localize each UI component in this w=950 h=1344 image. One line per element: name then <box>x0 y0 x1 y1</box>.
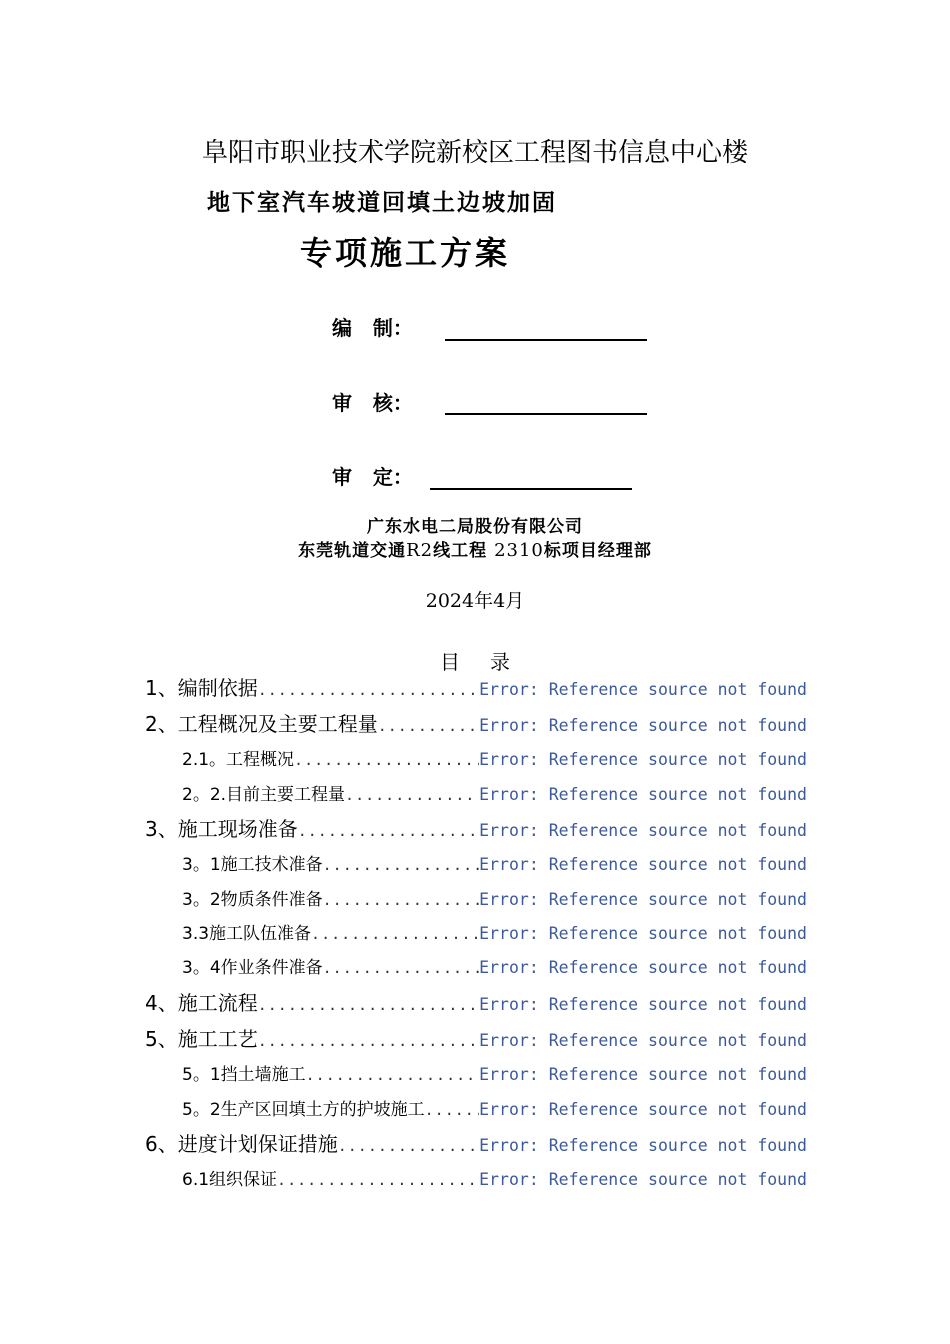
toc-entry-text: 3。2物质条件准备 <box>182 890 323 910</box>
toc-entry[interactable] <box>182 1060 807 1085</box>
toc-entry[interactable] <box>182 953 807 978</box>
toc-entry-ref[interactable]: Error: Reference source not found <box>479 821 807 840</box>
toc-entry[interactable] <box>182 780 807 805</box>
toc-entry-ref[interactable]: Error: Reference source not found <box>479 1136 807 1155</box>
toc-entry[interactable] <box>182 1165 807 1190</box>
toc-entry[interactable] <box>182 885 807 910</box>
toc-leader-dots <box>306 1066 480 1084</box>
toc-entry-text: 2。2.目前主要工程量 <box>182 785 346 805</box>
toc-leader-dots <box>425 1101 480 1119</box>
project-department-part-d: 2310 <box>494 540 544 561</box>
toc-entry[interactable] <box>145 987 807 1016</box>
project-department <box>0 536 950 561</box>
title-line-1: 阜阳市职业技术学院新校区工程图书信息中心楼 <box>201 138 748 168</box>
project-department-part-e: 标项目经理部 <box>543 541 652 561</box>
title-line-3: 专项施工方案 <box>300 234 511 272</box>
toc-entry-text: 3.3施工队伍准备 <box>182 924 312 944</box>
toc-title: 目录 <box>440 650 540 674</box>
toc-entry-text: 2、工程概况及主要工程量 <box>145 712 378 736</box>
toc-leader-dots <box>294 751 479 769</box>
toc-entry-ref[interactable]: Error: Reference source not found <box>479 716 807 735</box>
toc-leader-dots <box>323 856 480 874</box>
toc-entry[interactable] <box>145 1023 807 1052</box>
toc-entry-ref[interactable]: Error: Reference source not found <box>479 958 807 977</box>
toc-leader-dots <box>323 891 480 909</box>
toc-entry-ref[interactable]: Error: Reference source not found <box>479 1065 807 1084</box>
toc-entry-ref[interactable]: Error: Reference source not found <box>479 750 807 769</box>
toc-entry[interactable] <box>182 1095 807 1120</box>
toc-entry-ref[interactable]: Error: Reference source not found <box>479 890 807 909</box>
toc-leader-dots <box>258 1032 479 1050</box>
toc-entry-text: 5、施工工艺 <box>145 1027 258 1051</box>
toc-leader-dots <box>258 681 479 699</box>
toc-entry-text: 4、施工流程 <box>145 991 258 1015</box>
toc-entry-text: 6、进度计划保证措施 <box>145 1132 338 1156</box>
toc-entry[interactable] <box>145 1128 807 1157</box>
toc-entry-text: 3、施工现场准备 <box>145 817 298 841</box>
toc-leader-dots <box>378 717 479 735</box>
signature-label-compile: 编 制： <box>332 316 413 340</box>
company-name: 广东水电二局股份有限公司 <box>367 517 583 537</box>
toc-entry-text: 3。1施工技术准备 <box>182 855 323 875</box>
toc-entry[interactable] <box>145 708 807 737</box>
signature-line-approve <box>430 488 632 490</box>
toc-entry[interactable] <box>182 745 807 770</box>
toc-entry-ref[interactable]: Error: Reference source not found <box>479 785 807 804</box>
toc-leader-dots <box>345 786 479 804</box>
date-year-suffix: 年 <box>474 590 494 612</box>
toc-leader-dots <box>277 1171 479 1189</box>
project-department-part-b: R2 <box>406 540 434 561</box>
toc-entry-text: 6.1组织保证 <box>182 1170 278 1190</box>
toc-leader-dots <box>298 822 479 840</box>
toc-entry-ref[interactable]: Error: Reference source not found <box>479 1100 807 1119</box>
toc-entry[interactable] <box>182 919 807 944</box>
toc-entry-ref[interactable]: Error: Reference source not found <box>479 1170 807 1189</box>
toc-entry-ref[interactable]: Error: Reference source not found <box>479 924 807 943</box>
toc-entry[interactable] <box>145 672 807 701</box>
project-department-part-c: 线工程 <box>433 541 495 561</box>
toc-entry-ref[interactable]: Error: Reference source not found <box>479 1031 807 1050</box>
signature-line-review <box>445 413 647 415</box>
project-department-part-a: 东莞轨道交通 <box>298 541 407 561</box>
signature-line-compile <box>445 339 647 341</box>
toc-entry-ref[interactable]: Error: Reference source not found <box>479 995 807 1014</box>
date-year: 2024 <box>425 590 475 612</box>
toc-entry-text: 1、编制依据 <box>145 676 258 700</box>
signature-label-review: 审 核： <box>332 391 413 415</box>
toc-entry-text: 3。4作业条件准备 <box>182 958 323 978</box>
document-date <box>0 586 950 613</box>
toc-entry[interactable] <box>182 850 807 875</box>
toc-leader-dots <box>323 959 480 977</box>
date-month: 4 <box>493 590 506 612</box>
toc-entry-text: 5。2生产区回填土方的护坡施工 <box>182 1100 425 1120</box>
title-line-2: 地下室汽车坡道回填土边坡加固 <box>207 190 557 216</box>
toc-leader-dots <box>338 1137 479 1155</box>
toc-entry-ref[interactable]: Error: Reference source not found <box>479 680 807 699</box>
signature-label-approve: 审 定： <box>332 465 413 489</box>
toc-leader-dots <box>311 925 479 943</box>
toc-entry-text: 5。1挡土墙施工 <box>182 1065 306 1085</box>
toc-entry[interactable] <box>145 813 807 842</box>
toc-entry-text: 2.1。工程概况 <box>182 750 295 770</box>
toc-leader-dots <box>258 996 479 1014</box>
toc-entry-ref[interactable]: Error: Reference source not found <box>479 855 807 874</box>
date-month-suffix: 月 <box>505 590 525 612</box>
